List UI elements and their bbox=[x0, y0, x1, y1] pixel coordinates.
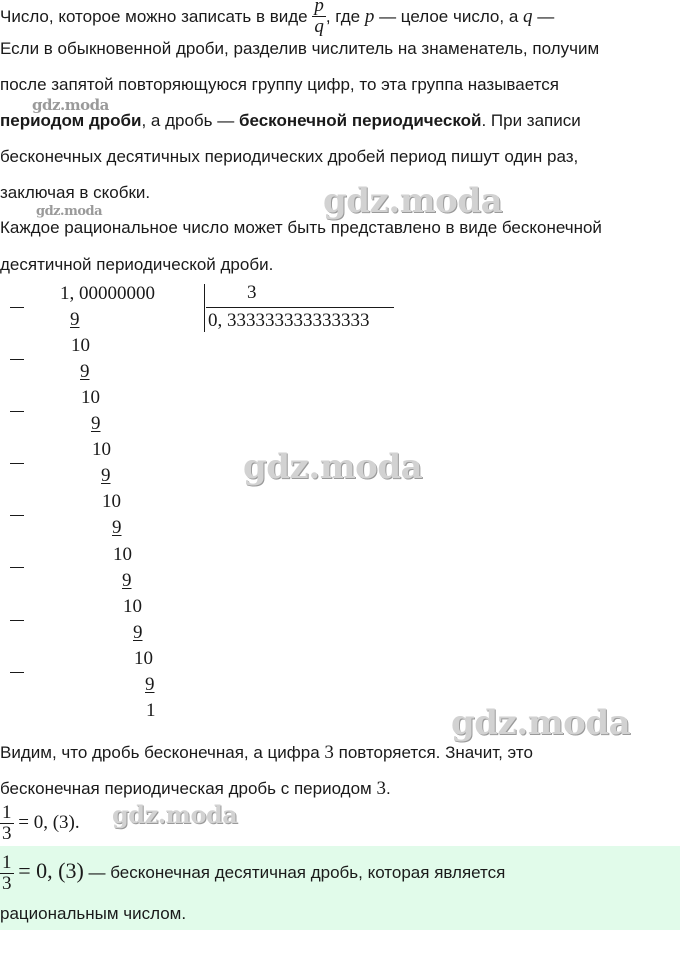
subtrahend: 9 bbox=[122, 570, 132, 591]
subtrahend: 9 bbox=[91, 413, 101, 434]
term-period: периодом дроби bbox=[0, 111, 142, 130]
intro-line-6: заключая в скобки. bbox=[0, 183, 151, 202]
subtrahend: 9 bbox=[112, 517, 122, 538]
subtrahend: 9 bbox=[70, 309, 80, 330]
division-vertical-bar bbox=[204, 284, 205, 332]
fraction-denominator: q bbox=[314, 16, 324, 38]
remainder: 10 bbox=[71, 335, 90, 356]
fraction-numerator: p bbox=[312, 0, 326, 17]
subtrahend: 9 bbox=[145, 674, 155, 695]
intro-line-8: десятичной периодической дроби. bbox=[0, 255, 274, 274]
watermark: gdz.moda bbox=[323, 181, 503, 221]
intro-line-4: периодом дроби, а дробь — бесконечной периодической. При записи bbox=[0, 111, 581, 130]
term-periodic-fraction: бесконечной периодической bbox=[238, 111, 482, 130]
one-third-fraction: $\frac{1}{3}$ bbox=[2, 852, 12, 895]
minus-sign bbox=[10, 359, 24, 360]
dividend: 1, 00000000 bbox=[60, 283, 155, 304]
minus-sign bbox=[10, 672, 24, 673]
intro-line-2: Если в обыкновенной дроби, разделив числитель на знаменатель, получим bbox=[0, 39, 600, 58]
remainder: 10 bbox=[102, 491, 121, 512]
p-over-q-fraction bbox=[312, 0, 326, 38]
watermark: gdz.moda bbox=[112, 800, 238, 829]
minus-sign bbox=[10, 620, 24, 621]
remainder: 10 bbox=[81, 387, 100, 408]
intro-line-7: Каждое рациональное число может быть представлено в виде бесконечной bbox=[0, 218, 602, 237]
intro-line-1: Число, которое можно записать в виде $\frac{p}{q}$ , где p — целое число, а q — bbox=[0, 6, 554, 28]
subtrahend: 9 bbox=[101, 465, 111, 486]
intro-line-5: бесконечных десятичных периодических дробей период пишут один раз, bbox=[0, 147, 579, 166]
final-answer-line-2: рациональным числом. bbox=[0, 904, 187, 923]
minus-sign bbox=[10, 463, 24, 464]
remainder: 10 bbox=[113, 544, 132, 565]
watermark: gdz.moda bbox=[32, 96, 109, 114]
watermark: gdz.moda bbox=[36, 204, 103, 219]
quotient: 0, 333333333333333 bbox=[208, 310, 370, 331]
watermark: gdz.moda bbox=[451, 703, 631, 743]
remainder: 10 bbox=[123, 596, 142, 617]
minus-sign bbox=[10, 307, 24, 308]
minus-sign bbox=[10, 567, 24, 568]
one-third-fraction: $\frac{1}{3}$ bbox=[2, 802, 12, 845]
final-remainder: 1 bbox=[146, 700, 156, 721]
watermark: gdz.moda bbox=[243, 447, 423, 487]
divisor: 3 bbox=[247, 282, 257, 303]
remainder: 10 bbox=[92, 439, 111, 460]
final-answer-line-1: $\frac{1}{3}$ = 0, (3) — бесконечная десятичная дробь, которая является bbox=[2, 852, 506, 895]
remainder: 10 bbox=[134, 648, 153, 669]
conclusion-line-1: Видим, что дробь бесконечная, а цифра 3 повторяется. Значит, это bbox=[0, 742, 533, 763]
equation-one-third: $\frac{1}{3}$ = 0, (3). bbox=[2, 802, 80, 845]
subtrahend: 9 bbox=[80, 361, 90, 382]
intro-line-3: после запятой повторяющуюся группу цифр, то эта группа называется bbox=[0, 75, 559, 94]
minus-sign bbox=[10, 515, 24, 516]
division-horizontal-bar bbox=[206, 307, 394, 308]
minus-sign bbox=[10, 411, 24, 412]
subtrahend: 9 bbox=[133, 622, 143, 643]
conclusion-line-2: бесконечная периодическая дробь с периодом 3. bbox=[0, 778, 391, 799]
